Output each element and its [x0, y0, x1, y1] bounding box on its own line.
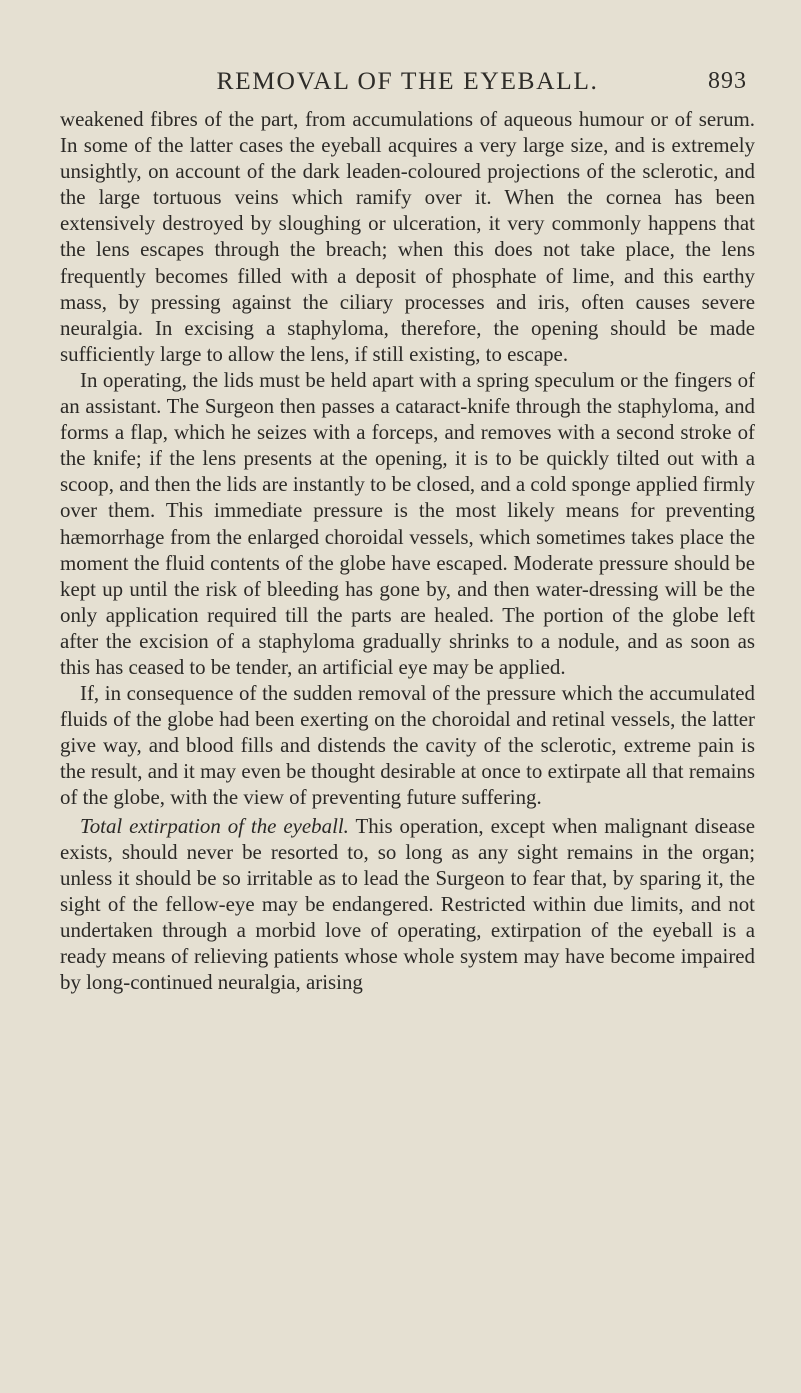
paragraph-continued: weakened fibres of the part, from accumulations of aqueous humour or of serum. In some of the latter cases the eyeball acquires a very large size, and is extremely unsightly, on account of the dark leaden-coloured projections of the sclerotic, and the large tortuous veins which ramify over it. When the cornea has been extensively destroyed by sloughing or ulceration, it very commonly happens that the lens escapes through the breach; when this does not take place, the lens frequently becomes filled with a deposit of phosphate of lime, and this earthy mass, by pressing against the ciliary processes and iris, often causes severe neuralgia. In excising a staphyloma, therefore, the opening should be made sufficiently large to allow the lens, if still existing, to escape.	[60, 107, 755, 366]
paragraph-operating: In operating, the lids must be held apart with a spring speculum or the fingers of an assistant. The Surgeon then passes a cataract-knife through the staphyloma, and forms a flap, which he seizes with a forceps, and removes with a second stroke of the knife; if the lens presents at the opening, it is to be quickly tilted out with a scoop, and then the lids are instantly to be closed, and a cold sponge applied firmly over them. This immediate pressure is the most likely means for preventing hæmorrhage from the enlarged choroidal vessels, which sometimes takes place the moment the fluid contents of the globe have escaped. Moderate pressure should be kept up until the risk of bleeding has gone by, and then water-dressing will be the only application required till the parts are healed. The portion of the globe left after the excision of a staphyloma gradually shrinks to a nodule, and as soon as this has ceased to be tender, an artificial eye may be applied.	[60, 367, 755, 679]
body-text	[60, 106, 755, 995]
paragraph-consequence: If, in consequence of the sudden removal of the pressure which the accumulated fluids of the globe had been exerting on the choroidal and retinal vessels, the latter give way, and blood fills and distends the cavity of the sclerotic, extreme pain is the result, and it may even be thought desirable at once to extirpate all that remains of the globe, with the view of preventing future suffering.	[60, 681, 755, 810]
section-total-extirpation	[60, 813, 755, 996]
page-header	[60, 66, 755, 106]
section-heading-italic: Total extirpation of the eyeball.	[80, 813, 349, 838]
section-text: This operation, except when malignant disease exists, should never be resorted to, so long as any sight remains in the organ; unless it should be so irritable as to lead the Surgeon to fear that, by sparing it, the sight of the fellow-eye may be endangered. Restricted within due limits, and not undertaken through a morbid love of operating, extirpation of the eyeball is a ready means of relieving patients whose whole system may have become impaired by long-continued neuralgia, arising	[60, 813, 755, 995]
running-head: REMOVAL OF THE EYEBALL.	[216, 66, 599, 95]
page-number: 893	[708, 68, 747, 94]
